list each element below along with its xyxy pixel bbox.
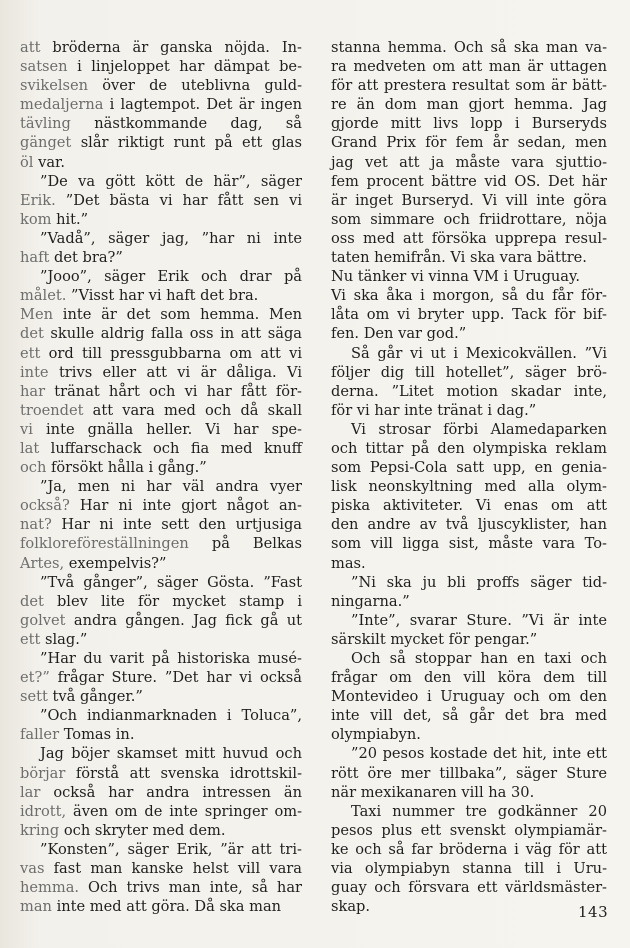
text-line — [20, 592, 302, 611]
faded-word: målet. — [20, 287, 67, 305]
text-line — [20, 764, 302, 783]
line-text: Montevideo i Uruguay och om den — [331, 688, 607, 706]
text-line — [331, 229, 607, 248]
text-line — [20, 267, 302, 286]
faded-word: kring — [20, 821, 60, 839]
line-text: försökt hålla i gång.” — [46, 459, 207, 477]
line-text: följer dig till hotellet”, säger brö- — [331, 363, 607, 381]
faded-word: lat — [20, 439, 40, 457]
text-line — [331, 744, 607, 763]
line-text: ”Jooo”, säger Erik och drar på — [40, 268, 302, 286]
text-line — [20, 305, 302, 324]
line-text: två gånger.” — [47, 688, 143, 706]
faded-word: Artes, — [20, 554, 65, 572]
text-line — [331, 38, 607, 57]
text-line — [20, 725, 302, 744]
text-line — [331, 57, 607, 76]
line-text: ”Ni ska ju bli proffs säger tid- — [351, 573, 607, 591]
faded-word: har — [20, 382, 46, 400]
text-line — [20, 611, 302, 630]
line-text: som simmare och friidrottare, nöja — [331, 210, 607, 228]
line-text: låta om vi bryter upp. Tack för bif- — [331, 306, 607, 324]
line-text: och tittar på den olympiska reklam — [331, 439, 607, 457]
line-text: ”Har du varit på historiska musé- — [40, 650, 302, 667]
line-text: luffarschack och fia med knuff — [39, 439, 302, 457]
line-text: guay och försvara ett världsmäster- — [331, 879, 607, 897]
text-line — [20, 133, 302, 152]
line-text: nästkommande dag, så — [70, 115, 302, 133]
faded-word: haft — [20, 249, 50, 267]
text-line — [20, 477, 302, 496]
text-line — [331, 477, 607, 496]
left-column — [20, 38, 302, 916]
line-text: fen. Den var god.” — [331, 325, 467, 343]
right-column — [331, 38, 607, 916]
line-text: ”Vadå”, säger jag, ”har ni inte — [40, 229, 302, 247]
line-text: gjorde mitt livs lopp i Burseryds — [331, 115, 607, 133]
line-text: piska aktiviteter. Vi enas om att — [331, 497, 607, 515]
text-line — [20, 382, 302, 401]
faded-word: också? — [20, 497, 70, 515]
text-line — [20, 821, 302, 840]
line-text: taten hemifrån. Vi ska vara bättre. — [331, 249, 587, 267]
line-text: stanna hemma. Och så ska man va- — [331, 39, 607, 56]
text-line — [331, 859, 607, 878]
line-text: exempelvis?” — [64, 554, 167, 572]
text-line — [20, 840, 302, 859]
text-line — [331, 286, 607, 305]
text-line — [20, 554, 302, 573]
text-line — [20, 344, 302, 363]
line-text: frågar om den vill köra dem till — [331, 669, 607, 687]
text-line — [20, 878, 302, 897]
line-text: att vara med och då skall — [83, 401, 302, 419]
text-line — [331, 382, 607, 401]
line-text: Så går vi ut i Mexicokvällen. ”Vi — [351, 344, 607, 362]
text-line — [331, 649, 607, 668]
line-text: i lagtempot. Det är ingen — [103, 96, 302, 114]
faded-word: faller — [20, 726, 60, 744]
text-line — [20, 210, 302, 229]
line-text: det bra?” — [49, 249, 123, 267]
text-line — [331, 458, 607, 477]
text-line — [20, 401, 302, 420]
line-text: olympiabyn. — [331, 726, 421, 744]
line-text: ra medveten om att man är uttagen — [331, 58, 607, 76]
line-text: jag vet att ja måste vara sjuttio- — [331, 153, 607, 171]
line-text: Grand Prix för fem år sedan, men — [331, 134, 607, 152]
line-text: är inget Burseryd. Vi vill inte göra — [331, 191, 607, 209]
line-text: för att prestera resultat som är bätt- — [331, 77, 607, 95]
text-line — [20, 286, 302, 305]
line-text: ke och så far bröderna i väg för att — [331, 840, 607, 858]
text-line — [20, 229, 302, 248]
text-line — [331, 687, 607, 706]
faded-word: ett — [20, 630, 41, 648]
text-line — [331, 554, 607, 573]
text-line — [20, 76, 302, 95]
line-text: inte med att göra. Då ska man — [51, 898, 282, 916]
text-line — [20, 191, 302, 210]
text-line — [20, 802, 302, 821]
line-text: Vi ska åka i morgon, så du får för- — [331, 287, 607, 305]
text-line — [331, 878, 607, 897]
line-text: ord till pressgubbarna om att vi — [40, 344, 302, 362]
text-line — [331, 344, 607, 363]
line-text: Jag böjer skamset mitt huvud och — [40, 745, 302, 763]
line-text: som Pepsi-Cola satt upp, en genia- — [331, 459, 607, 477]
text-line — [20, 534, 302, 553]
text-line — [20, 687, 302, 706]
line-text: mas. — [331, 554, 366, 572]
line-text: ”Konsten”, säger Erik, ”är att tri- — [40, 840, 302, 858]
text-line — [331, 153, 607, 172]
text-line — [331, 267, 607, 286]
text-line — [331, 401, 607, 420]
faded-word: gänget — [20, 134, 72, 152]
text-line — [331, 783, 607, 802]
text-line — [331, 668, 607, 687]
line-text: på Belkas — [188, 535, 302, 553]
line-text: derna. ”Litet motion skadar inte, — [331, 382, 607, 400]
faded-word: att — [20, 39, 41, 56]
faded-word: et?” — [20, 669, 50, 687]
line-text: Taxi nummer tre godkänner 20 — [351, 802, 607, 820]
line-text: också har andra intressen än — [40, 783, 302, 801]
line-text: via olympiabyn stanna till i Uru- — [331, 860, 607, 878]
text-line — [331, 534, 607, 553]
text-line — [20, 439, 302, 458]
text-line — [20, 458, 302, 477]
text-line — [331, 363, 607, 382]
line-text: Vi strosar förbi Alamedaparken — [351, 420, 607, 438]
line-text: ”Visst har vi haft det bra. — [66, 287, 259, 305]
text-line — [20, 744, 302, 763]
line-text: ”Det bästa vi har fått sen vi — [55, 191, 302, 209]
faded-word: inte — [20, 363, 49, 381]
text-line — [20, 114, 302, 133]
text-line — [20, 706, 302, 725]
line-text: särskilt mycket för pengar.” — [331, 630, 538, 648]
faded-word: satsen — [20, 58, 68, 76]
line-text: fast man kanske helst vill vara — [44, 860, 302, 878]
text-line — [331, 305, 607, 324]
text-line — [331, 802, 607, 821]
line-text: ”Två gånger”, säger Gösta. ”Fast — [40, 573, 302, 591]
text-line — [20, 573, 302, 592]
text-line — [20, 496, 302, 515]
faded-word: öl — [20, 153, 34, 171]
line-text: tränat hårt och vi har fått för- — [45, 382, 302, 400]
text-line — [331, 592, 607, 611]
line-text: för vi har inte tränat i dag.” — [331, 401, 537, 419]
text-line — [20, 630, 302, 649]
line-text: oss med att försöka upprepa resul- — [331, 229, 607, 247]
faded-word: kom — [20, 210, 52, 228]
line-text: förstå att svenska idrottskil- — [65, 764, 302, 782]
line-text: även om de inte springer om- — [66, 802, 302, 820]
faded-word: det — [20, 592, 44, 610]
line-text: bröderna är ganska nöjda. In- — [40, 39, 302, 56]
faded-word: svikelsen — [20, 77, 89, 95]
line-text: ”De va gött kött de här”, säger — [40, 172, 302, 190]
line-text: ”Ja, men ni har väl andra vyer — [40, 478, 302, 496]
line-text: slår riktigt runt på ett glas — [71, 134, 302, 152]
faded-word: vas — [20, 860, 45, 878]
line-text: inte gnälla heller. Vi har spe- — [32, 420, 302, 438]
line-text: lisk neonskyltning med alla olym- — [331, 478, 607, 496]
line-text: andra gången. Jag fick gå ut — [65, 611, 302, 629]
text-line — [331, 76, 607, 95]
text-line — [20, 38, 302, 57]
line-text: Har ni inte sett den urtjusiga — [51, 516, 302, 534]
line-text: slag.” — [40, 630, 88, 648]
text-line — [331, 210, 607, 229]
line-text: skap. — [331, 898, 371, 916]
faded-word: golvet — [20, 611, 66, 629]
faded-word: ett — [20, 344, 41, 362]
text-line — [331, 191, 607, 210]
text-line — [20, 57, 302, 76]
line-text: Och trivs man inte, så har — [79, 879, 302, 897]
faded-word: börjar — [20, 764, 66, 782]
line-text: Har ni inte gjort något an- — [69, 497, 302, 515]
text-line — [20, 859, 302, 878]
line-text: när mexikanaren vill ha 30. — [331, 783, 535, 801]
text-line — [20, 897, 302, 916]
text-line — [20, 248, 302, 267]
line-text: fem procent bättre vid OS. Det här — [331, 172, 607, 190]
text-line — [20, 153, 302, 172]
line-text: ningarna.” — [331, 592, 410, 610]
text-line — [331, 630, 607, 649]
faded-word: lar — [20, 783, 41, 801]
line-text: och skryter med dem. — [59, 821, 226, 839]
text-line — [331, 764, 607, 783]
text-line — [20, 95, 302, 114]
line-text: frågar Sture. ”Det har vi också — [49, 669, 302, 687]
text-line — [20, 420, 302, 439]
line-text: Nu tänker vi vinna VM i Uruguay. — [331, 268, 580, 286]
line-text: re än dom man gjort hemma. Jag — [331, 96, 607, 114]
text-line — [20, 324, 302, 343]
line-text: ”Och indianmarknaden i Toluca”, — [40, 707, 302, 725]
text-line — [331, 133, 607, 152]
text-line — [20, 783, 302, 802]
line-text: inte vill det, så går det bra med — [331, 707, 607, 725]
faded-word: vi — [20, 420, 33, 438]
text-line — [331, 248, 607, 267]
text-line — [331, 897, 607, 916]
faded-word: sett — [20, 688, 48, 706]
text-line — [331, 821, 607, 840]
line-text: blev lite för mycket stamp i — [43, 592, 302, 610]
faded-word: troendet — [20, 401, 84, 419]
faded-word: man — [20, 898, 52, 916]
line-text: som vill ligga sist, måste vara To- — [331, 535, 607, 553]
line-text: ”Inte”, svarar Sture. ”Vi är inte — [351, 611, 607, 629]
line-text: var. — [33, 153, 66, 171]
faded-word: Erik. — [20, 191, 56, 209]
faded-word: nat? — [20, 516, 52, 534]
line-text: inte är det som hemma. Men — [52, 306, 302, 324]
line-text: Tomas in. — [59, 726, 135, 744]
line-text: Och så stoppar han en taxi och — [351, 650, 607, 667]
text-line — [331, 611, 607, 630]
text-line — [331, 706, 607, 725]
text-line — [331, 725, 607, 744]
text-line — [331, 95, 607, 114]
line-text: över de uteblivna guld- — [88, 77, 302, 95]
line-text: i linjeloppet har dämpat be- — [67, 58, 302, 76]
text-line — [20, 172, 302, 191]
line-text: pesos plus ett svenskt olympiamär- — [331, 821, 607, 839]
faded-word: hemma. — [20, 879, 80, 897]
line-text: ”20 pesos kostade det hit, inte ett — [351, 745, 607, 763]
text-line — [20, 649, 302, 668]
line-text: skulle aldrig falla oss in att säga — [43, 325, 302, 343]
text-line — [331, 840, 607, 859]
line-text: hit.” — [51, 210, 89, 228]
text-line — [331, 324, 607, 343]
text-line — [331, 573, 607, 592]
text-line — [331, 172, 607, 191]
faded-word: idrott, — [20, 802, 67, 820]
faded-word: folkloreföreställningen — [20, 535, 189, 553]
text-line — [331, 515, 607, 534]
line-text: den andre av två ljuscyklister, han — [331, 516, 607, 534]
text-line — [331, 420, 607, 439]
faded-word: det — [20, 325, 44, 343]
line-text: rött öre mer tillbaka”, säger Sture — [331, 764, 607, 782]
line-text: trivs eller att vi är dåliga. Vi — [48, 363, 302, 381]
page-number: 143 — [578, 903, 609, 921]
faded-word: medaljerna — [20, 96, 104, 114]
text-line — [20, 363, 302, 382]
faded-word: tävling — [20, 115, 71, 133]
text-line — [331, 114, 607, 133]
text-line — [20, 515, 302, 534]
text-line — [331, 439, 607, 458]
text-line — [20, 668, 302, 687]
faded-word: Men — [20, 306, 53, 324]
text-line — [331, 496, 607, 515]
faded-word: och — [20, 459, 47, 477]
